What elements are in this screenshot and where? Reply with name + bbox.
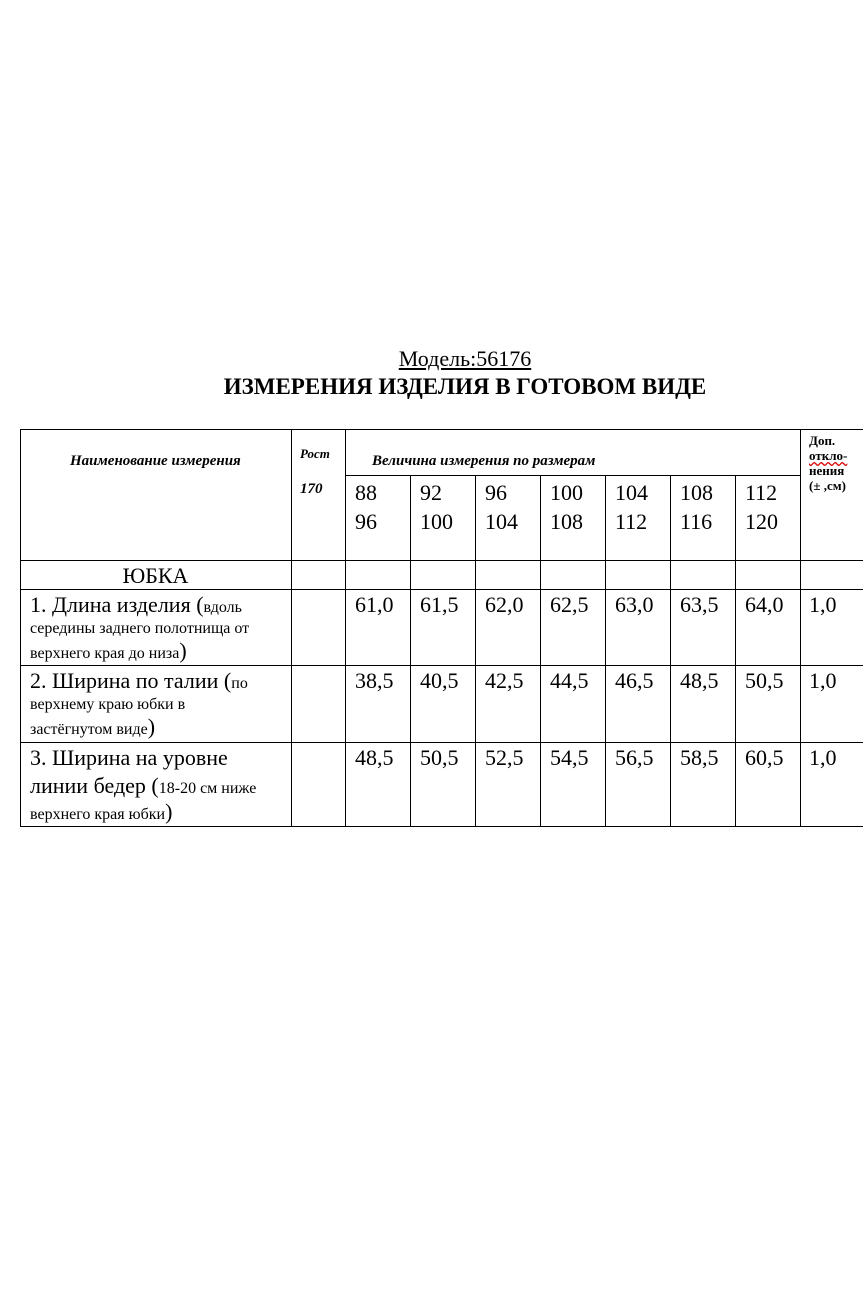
- size-header: 96 104: [485, 480, 518, 534]
- size-header: 88 96: [355, 480, 377, 534]
- value-cell: 56,5: [615, 745, 654, 770]
- col-divider: [800, 429, 801, 827]
- value-cell: 38,5: [355, 668, 394, 693]
- value-cell: 61,0: [355, 592, 394, 617]
- table-border-left: [20, 429, 21, 827]
- header-bottom-line: [20, 560, 863, 561]
- value-cell: 50,5: [420, 745, 459, 770]
- size-header: 100 108: [550, 480, 583, 534]
- deviation-cell: 1,0: [809, 668, 837, 693]
- value-cell: 58,5: [680, 745, 719, 770]
- col-divider: [291, 429, 292, 827]
- col-divider: [475, 475, 476, 827]
- value-cell: 64,0: [745, 592, 784, 617]
- deviation-cell: 1,0: [809, 592, 837, 617]
- value-cell: 48,5: [680, 668, 719, 693]
- section-bottom-line: [20, 589, 863, 590]
- value-cell: 63,0: [615, 592, 654, 617]
- value-cell: 44,5: [550, 668, 589, 693]
- value-cell: 62,5: [550, 592, 589, 617]
- row1-bottom-line: [20, 665, 863, 666]
- header-deviation: [809, 433, 847, 493]
- table-border-bottom: [20, 826, 863, 827]
- value-cell: 54,5: [550, 745, 589, 770]
- value-cell: 46,5: [615, 668, 654, 693]
- deviation-line: (± ,см): [809, 478, 846, 493]
- sizes-header-divider: [345, 475, 800, 476]
- row-name: 2. Ширина по талии (по верхнему краю юбки в застёгнутом виде): [30, 668, 248, 739]
- deviation-line: Доп.: [809, 433, 836, 448]
- page-title: ИЗМЕРЕНИЯ ИЗДЕЛИЯ В ГОТОВОМ ВИДЕ: [223, 374, 707, 399]
- row-name: 1. Длина изделия (вдоль середины заднего полотнища от верхнего края до низа): [30, 592, 250, 663]
- section-label: ЮБКА: [122, 563, 189, 588]
- value-cell: 48,5: [355, 745, 394, 770]
- size-header: 112 120: [745, 480, 778, 534]
- value-cell: 61,5: [420, 592, 459, 617]
- col-divider: [735, 475, 736, 827]
- col-divider: [540, 475, 541, 827]
- deviation-line: нения: [809, 463, 845, 478]
- value-cell: 52,5: [485, 745, 524, 770]
- header-sizes: Величина измерения по размерам: [372, 453, 596, 469]
- table-border-top: [20, 429, 863, 430]
- col-divider: [605, 475, 606, 827]
- header-height: Рост: [300, 446, 330, 461]
- size-header: 108 116: [680, 480, 713, 534]
- header-measurement-name: Наименование измерения: [70, 453, 241, 469]
- value-cell: 63,5: [680, 592, 719, 617]
- model-number: Модель:56176: [398, 346, 532, 371]
- value-cell: 62,0: [485, 592, 524, 617]
- value-cell: 42,5: [485, 668, 524, 693]
- value-cell: 50,5: [745, 668, 784, 693]
- size-header: 92 100: [420, 480, 453, 534]
- value-cell: 60,5: [745, 745, 784, 770]
- size-header: 104 112: [615, 480, 648, 534]
- col-divider: [670, 475, 671, 827]
- deviation-line: откло-: [809, 448, 848, 463]
- height-value: 170: [300, 481, 323, 497]
- col-divider: [345, 429, 346, 827]
- col-divider: [410, 475, 411, 827]
- row2-bottom-line: [20, 742, 863, 743]
- value-cell: 40,5: [420, 668, 459, 693]
- row-name: 3. Ширина на уровне линии бедер (18-20 см ниже верхнего края юбки): [30, 745, 257, 824]
- deviation-cell: 1,0: [809, 745, 837, 770]
